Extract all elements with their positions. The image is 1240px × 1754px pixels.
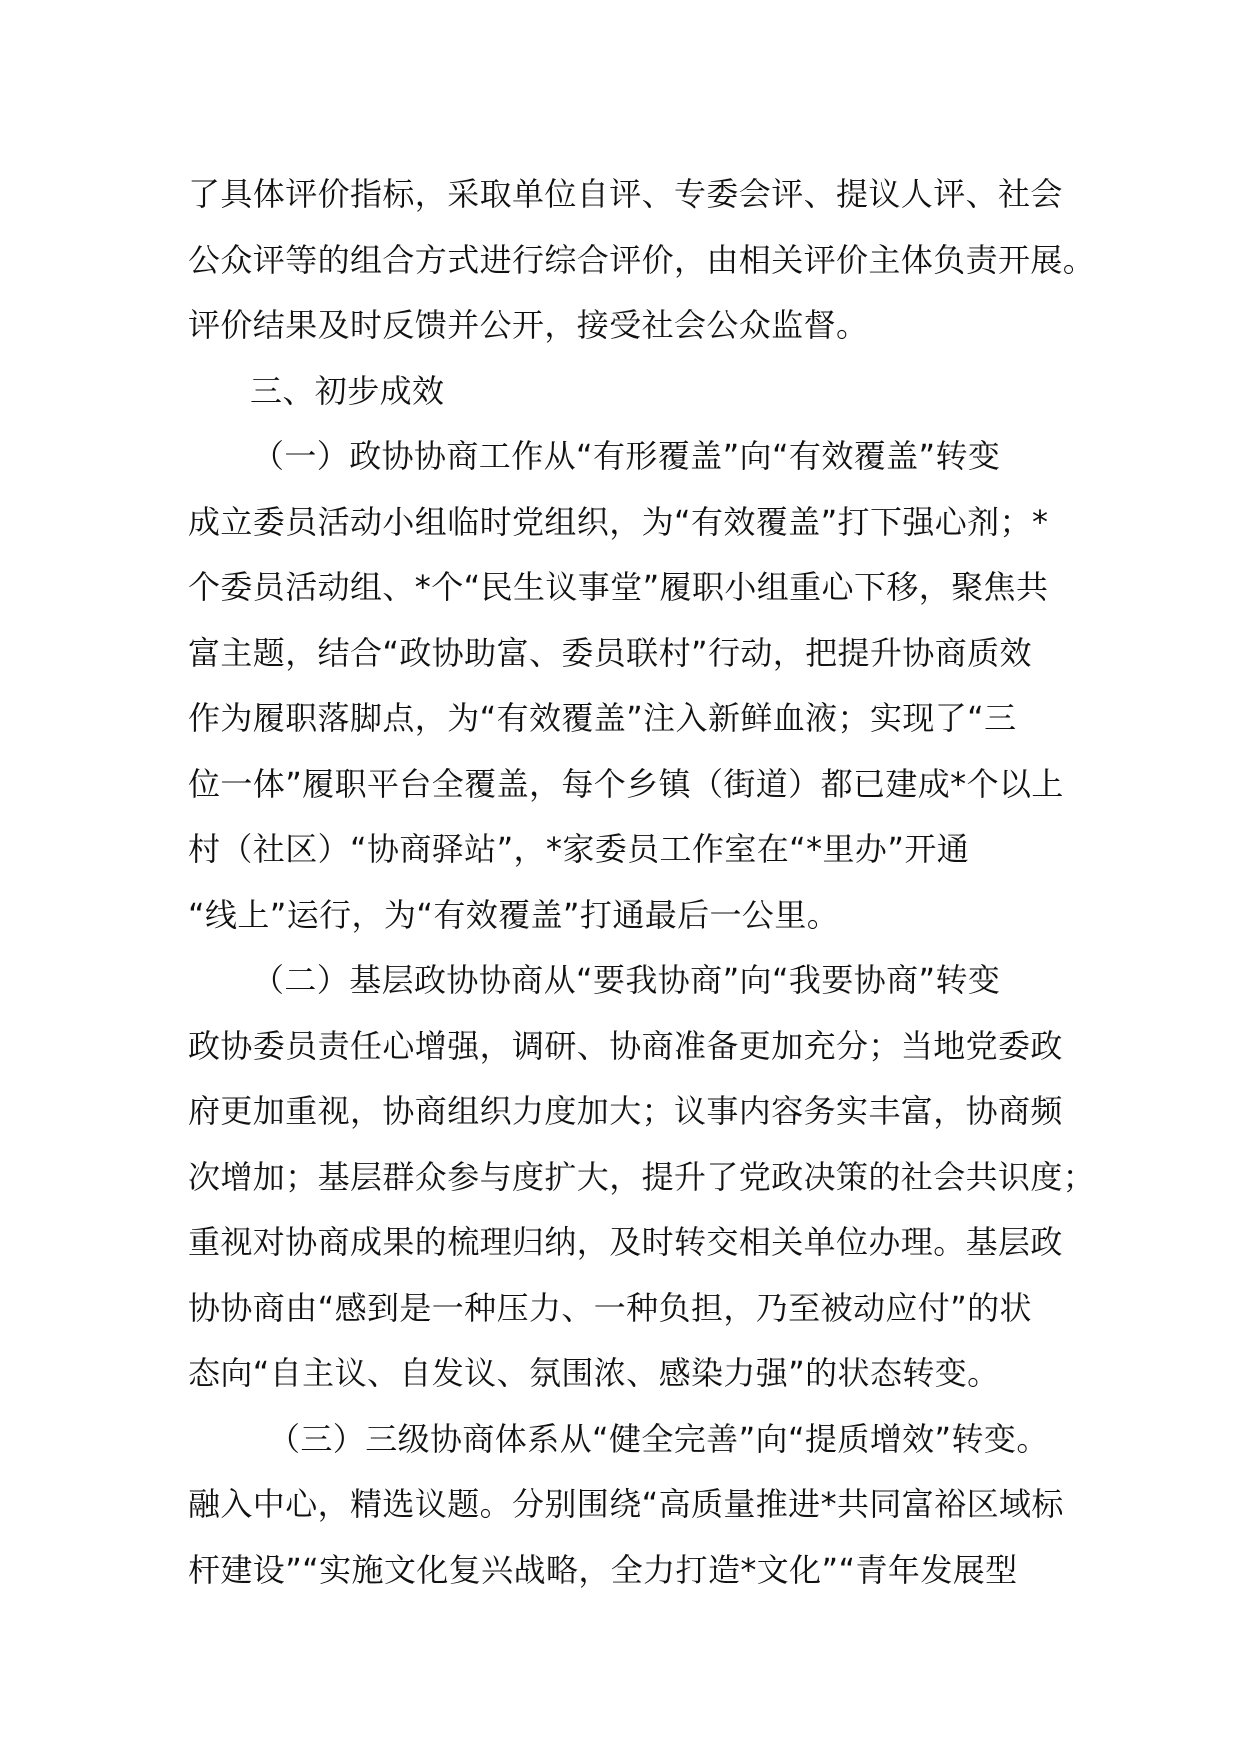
body-line: 杆建设”“实施文化复兴战略，全力打造*文化”“青年发展型 [188,1550,1018,1589]
body-line: 融入中心，精选议题。分别围绕“高质量推进*共同富裕区域标 [188,1485,1064,1523]
body-line: 次增加；基层群众参与度扩大，提升了党政决策的社会共识度； [188,1157,1096,1196]
body-line: 村（社区）“协商驿站”，*家委员工作室在“*里办”开通 [188,830,970,868]
body-line: 了具体评价指标，采取单位自评、专委会评、提议人评、社会 [188,175,1063,213]
body-line: 公众评等的组合方式进行综合评价，由相关评价主体负责开展。 [188,240,1096,279]
body-line: 成立委员活动小组临时党组织，为“有效覆盖”打下强心剂；* [188,502,1049,541]
body-line: 重视对协商成果的梳理归纳，及时转交相关单位办理。基层政 [188,1223,1063,1261]
body-line: 评价结果及时反馈并公开，接受社会公众监督。 [188,306,869,344]
subsection-heading: （三）三级协商体系从“健全完善”向“提质增效”转变。 [268,1419,1049,1458]
body-line: 位一体”履职平台全覆盖，每个乡镇（街道）都已建成*个以上 [188,764,1064,803]
body-line: 府更加重视，协商组织力度加大；议事内容务实丰富，协商频 [188,1092,1063,1130]
body-line: 个委员活动组、*个“民生议事堂”履职小组重心下移，聚焦共 [188,568,1049,606]
subsection-heading: （一）政协协商工作从“有形覆盖”向“有效覆盖”转变 [252,437,1001,475]
body-line: 态向“自主议、自发议、氛围浓、感染力强”的状态转变。 [188,1354,1000,1392]
body-line: 富主题，结合“政协助富、委员联村”行动，把提升协商质效 [188,633,1032,672]
subsection-heading: （二）基层政协协商从“要我协商”向“我要协商”转变 [252,961,1001,999]
section-heading: 三、初步成效 [250,371,445,410]
document-body [188,162,1096,1603]
body-line: 作为履职落脚点，为“有效覆盖”注入新鲜血液；实现了“三 [188,699,1017,737]
body-line: 协协商由“感到是一种压力、一种负担，乃至被动应付”的状 [188,1288,1032,1327]
body-line: 政协委员责任心增强，调研、协商准备更加充分；当地党委政 [188,1026,1063,1065]
body-line: “线上”运行，为“有效覆盖”打通最后一公里。 [188,895,840,934]
